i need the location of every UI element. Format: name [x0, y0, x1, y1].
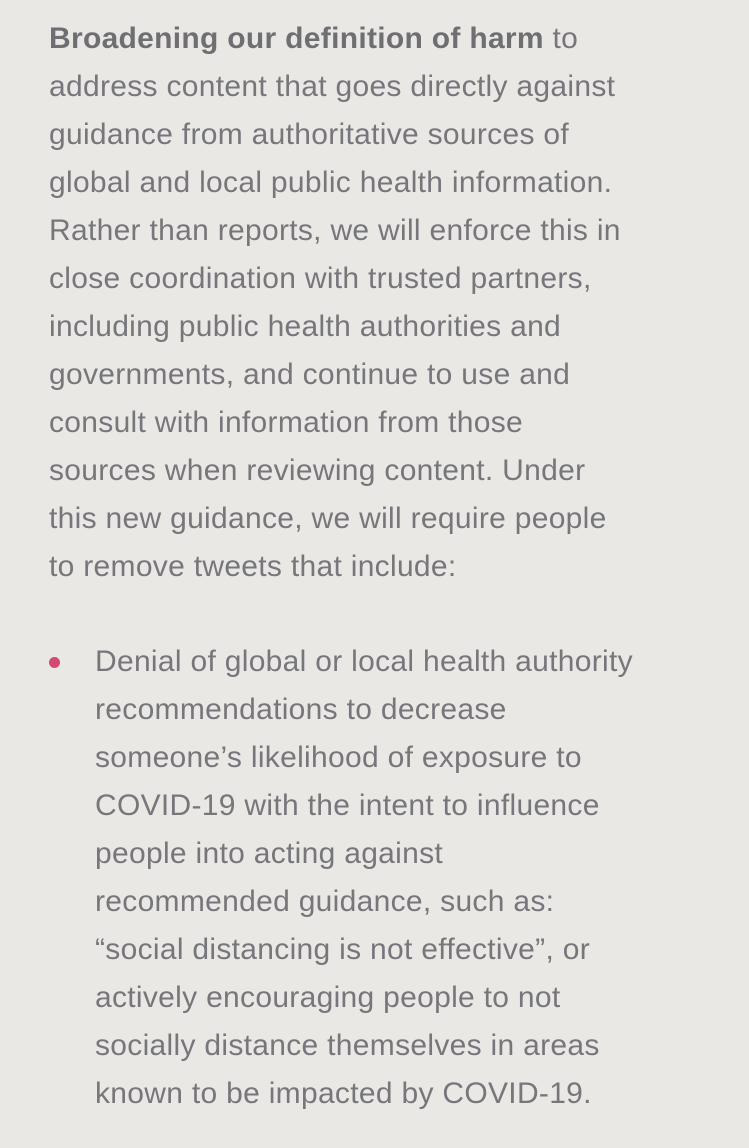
intro-line: guidance from authoritative sources of [49, 118, 570, 151]
intro-line: consult with information from those [49, 406, 524, 439]
intro-paragraph [49, 15, 709, 591]
intro-line: this new guidance, we will require people [49, 502, 607, 535]
bullet-line: someone’s likelihood of exposure to [95, 741, 582, 774]
intro-line: address content that goes directly against [49, 70, 616, 103]
intro-line [49, 15, 709, 63]
intro-line: Rather than reports, we will enforce this in [49, 214, 621, 247]
bullet-line: actively encouraging people to not [95, 981, 561, 1014]
intro-line: close coordination with trusted partners, [49, 262, 592, 295]
bullet-line: socially distance themselves in areas [95, 1029, 600, 1062]
intro-first-line-rest: to [543, 22, 579, 55]
intro-bold-lead: Broadening our definition of harm [49, 22, 544, 55]
bullet-line: Denial of global or local health authority [95, 645, 633, 678]
bullet-line: known to be impacted by COVID-19. [95, 1077, 592, 1110]
bullet-line: COVID-19 with the intent to influence [95, 789, 600, 822]
intro-line: global and local public health information. [49, 166, 613, 199]
intro-line: governments, and continue to use and [49, 358, 571, 391]
list-item [49, 638, 729, 1118]
intro-line: to remove tweets that include: [49, 550, 457, 583]
bullet-line: recommendations to decrease [95, 693, 507, 726]
bullet-list [49, 638, 729, 1118]
intro-line: sources when reviewing content. Under [49, 454, 586, 487]
bullet-line: people into acting against [95, 837, 444, 870]
intro-line: including public health authorities and [49, 310, 562, 343]
bullet-line: recommended guidance, such as: [95, 885, 555, 918]
bullet-line: “social distancing is not effective”, or [95, 933, 591, 966]
bullet-dot-icon [49, 657, 60, 668]
